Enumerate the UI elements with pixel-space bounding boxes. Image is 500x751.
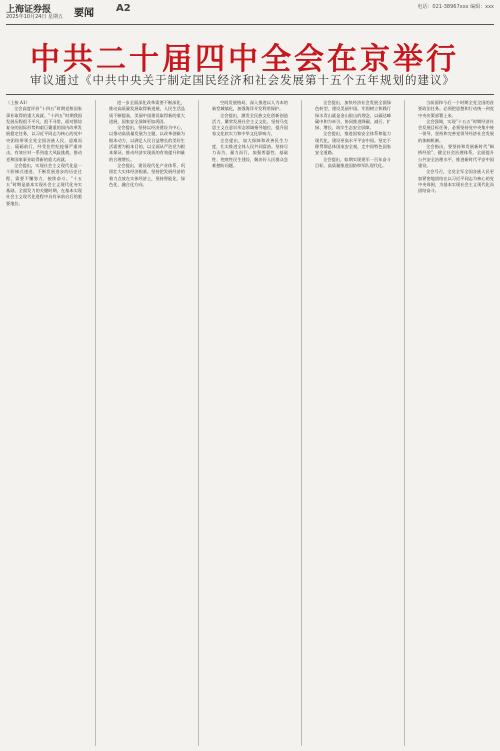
paragraph: 全会强调，实现“十五五”时期经济社会发展目标任务，必须坚持党中央集中统一领导，坚持和完善党领导经济社会发展的体制机制。 bbox=[418, 118, 494, 143]
header-rule bbox=[6, 24, 494, 25]
paragraph: 全会提出，加大保障和改善民生力度，扎实推进全体人民共同富裕。坚持尽力而为、量力而行，加强普惠性、基础性、兜底性民生建设，解决好人民群众急难愁盼问题。 bbox=[212, 137, 288, 168]
article-column-5 bbox=[418, 100, 494, 746]
dateline: 2025年10月24日 星期五 bbox=[6, 14, 64, 20]
column-divider bbox=[198, 100, 199, 746]
paragraph: 全会提出，激发全民族文化创新创造活力，繁荣发展社会主义文化。坚持马克思主义在意识形态领域指导地位，提升国家文化软实力和中华文化影响力。 bbox=[212, 112, 288, 137]
newspaper-header bbox=[0, 0, 500, 26]
article-body bbox=[6, 100, 494, 746]
article-column-2 bbox=[109, 100, 185, 746]
paragraph: 全会号召，全党全军全国各族人民更加紧密地团结在以习近平同志为核心的党中央周围，为基本实现社会主义现代化而团结奋斗。 bbox=[418, 169, 494, 194]
paragraph: 当前面和今后一个时期全党全国的首要政治任务。必须把思想和行动统一到党中央决策部署上来。 bbox=[418, 100, 494, 118]
header-meta: 电话：021-38967xxx 编辑：xxx bbox=[417, 4, 494, 10]
paragraph: 进一步全面深化改革需要不断深化，推动高质量发展取得新进展，人民生活品质不断提高，美丽中国建设取得新的重大进展，国家安全屏障更加巩固。 bbox=[109, 100, 185, 124]
paragraph: 全会提出，建设现代化产业体系，巩固壮大实体经济根基。坚持把发展经济的着力点放在实体经济上，坚持智能化、绿色化、融合化方向。 bbox=[109, 162, 185, 187]
paragraph: 全会提出，加快经济社会发展全面绿色转型，建设美丽中国。牢固树立和践行绿水青山就是金山银山的理念，以碳达峰碳中和为牵引，协同推进降碳、减污、扩绿、增长，筑牢生态安全屏障。 bbox=[315, 100, 391, 131]
article-column-1 bbox=[6, 100, 82, 746]
article-column-4 bbox=[315, 100, 391, 746]
column-divider bbox=[95, 100, 96, 746]
paragraph: 全会提出，如期实现建军一百年奋斗目标，高质量推进国防和军队现代化。 bbox=[315, 156, 391, 168]
column-divider bbox=[404, 100, 405, 746]
paragraph: 全会提出，推进国家安全体系和能力现代化，建设更高水平平安中国。坚定不移贯彻总体国家安全观，走中国特色国家安全道路。 bbox=[315, 131, 391, 156]
byline: （上接 A1） bbox=[6, 100, 30, 105]
article-column-3 bbox=[212, 100, 288, 746]
paragraph: 全会高度评价“十四五”时期党和国家事业取得的重大成就。“十四五”时期我国发展历程很不平凡、很不寻常，面对错综复杂的国际形势和艰巨繁重的国内改革发展稳定任务，以习近平同志为核心的党中央团结带领全党全国各族人民，迎难而上、砥砺前行，经受住世纪疫情严重冲击，有效应对一系列重大风险挑战，推动党和国家事业取得新的重大成就。 bbox=[6, 106, 82, 162]
headline-rule bbox=[6, 94, 494, 95]
paragraph: 全会提出，坚持以经济建设为中心，以推动高质量发展为主题，以改革创新为根本动力，以满足人民日益增长的美好生活需要为根本目的，以全面从严治党为根本保证，推动经济实现质的有效提升和量的合理增长。 bbox=[109, 125, 185, 162]
column-divider bbox=[301, 100, 302, 746]
page-number: A2 bbox=[116, 3, 131, 14]
section-name: 要闻 bbox=[74, 8, 94, 19]
paragraph: 全会指出，要坚持和发展新时代“枫桥经验”，健全社会治理体系，全面提升公共安全治理水平，推进新时代平安中国建设。 bbox=[418, 144, 494, 168]
newspaper-logo: 上海证券报 bbox=[6, 5, 52, 15]
paragraph: 空间发展格局，深入推进以人为本的新型城镇化，加强海洋开发利用保护。 bbox=[212, 100, 288, 112]
paragraph: 全会提出，实现社会主义现代化是一个阶梯式递进、不断发展进步的历史过程，需要不懈努力、接续奋斗。“十五五”时期是基本实现社会主义现代化夯实基础、全面发力的关键时期，在基本实现社会主义现代化进程中具有承前启后的重要地位。 bbox=[6, 162, 82, 206]
headline: 中共二十届四中全会在京举行 bbox=[30, 42, 459, 77]
subheadline: 审议通过《中共中央关于制定国民经济和社会发展第十五个五年规划的建议》 bbox=[30, 73, 455, 87]
